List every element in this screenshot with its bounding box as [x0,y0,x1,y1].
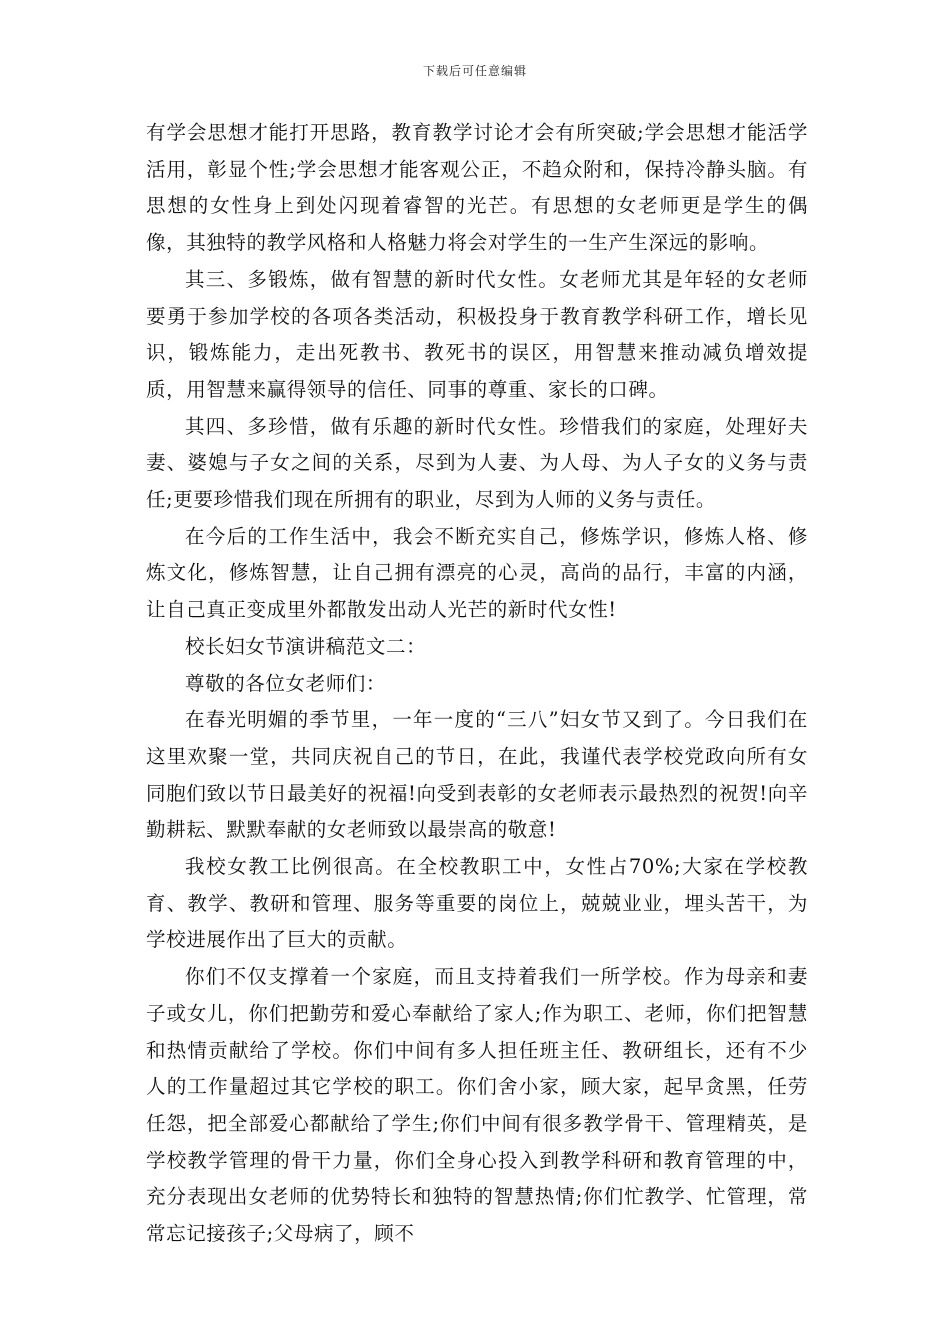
section-title: 校长妇女节演讲稿范文二： [185,634,427,658]
salutation: 尊敬的各位女老师们： [185,671,387,695]
paragraph: 在春光明媚的季节里，一年一度的“三八”妇女节又到了。今日我们在这里欢聚一堂，共同庆祝自己的节日，在此，我谨代表学校党政向所有女同胞们致以节日最美好的祝福!向受到表彰的女老师表示最热烈的祝贺!向辛勤耕耘、默默奉献的女老师致以最崇高的敬意! [146,708,808,842]
paragraph: 在今后的工作生活中，我会不断充实自己，修炼学识，修炼人格、修炼文化，修炼智慧，让自己拥有漂亮的心灵，高尚的品行，丰富的内涵，让自己真正变成里外都散发出动人光芒的新时代女性! [146,524,808,622]
paragraph-continuation: 有学会思想才能打开思路，教育教学讨论才会有所突破;学会思想才能活学活用，彰显个性;学会思想才能客观公正，不趋众附和，保持冷静头脑。有思想的女性身上到处闪现着睿智的光芒。有思想的女老师更是学生的偶像，其独特的教学风格和人格魅力将会对学生的一生产生深远的影响。 [146,121,808,255]
paragraph: 我校女教工比例很高。在全校教职工中，女性占70%;大家在学校教育、教学、教研和管理、服务等重要的岗位上，兢兢业业，埋头苦干，为学校进展作出了巨大的贡献。 [146,855,808,952]
document-body [146,115,808,1253]
paragraph: 你们不仅支撑着一个家庭，而且支持着我们一所学校。作为母亲和妻子或女儿，你们把勤劳和爱心奉献给了家人;作为职工、老师，你们把智慧和热情贡献给了学校。你们中间有多人担任班主任、教研组长，还有不少人的工作量超过其它学校的职工。你们舍小家，顾大家，起早贪黑，任劳任怨，把全部爱心都献给了学生;你们中间有很多教学骨干、管理精英，是学校教学管理的骨干力量，你们全身心投入到教学科研和教育管理的中，充分表现出女老师的优势特长和独特的智慧热情;你们忙教学、忙管理，常常忘记接孩子;父母病了，顾不 [146,965,808,1246]
paragraph: 其三、多锻炼，做有智慧的新时代女性。女老师尤其是年轻的女老师要勇于参加学校的各项各类活动，积极投身于教育教学科研工作，增长见识，锻炼能力，走出死教书、教死书的误区，用智慧来推动减负增效提质，用智慧来赢得领导的信任、同事的尊重、家长的口碑。 [146,267,808,401]
page-header: 下载后可任意编辑 [422,64,527,78]
paragraph: 其四、多珍惜，做有乐趣的新时代女性。珍惜我们的家庭，处理好夫妻、婆媳与子女之间的关系，尽到为人妻、为人母、为人子女的义务与责任;更要珍惜我们现在所拥有的职业，尽到为人师的义务与责任。 [146,414,808,512]
